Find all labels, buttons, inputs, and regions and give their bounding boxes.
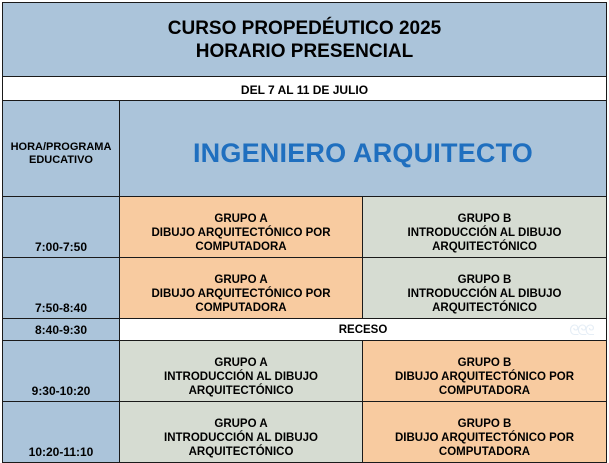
course-name-line-1: DIBUJO ARQUITECTÓNICO POR <box>394 371 575 383</box>
time-slot: 7:00-7:50 <box>3 197 120 258</box>
table-row <box>3 341 607 402</box>
title-line-1: CURSO PROPEDÉUTICO 2025 <box>167 17 442 39</box>
class-cell <box>120 258 363 319</box>
group-label: GRUPO B <box>457 213 512 225</box>
table-row-recess <box>3 319 607 341</box>
class-cell <box>363 258 607 319</box>
course-name-line-1: INTRODUCCIÓN AL DIBUJO <box>407 227 562 239</box>
schedule-title <box>3 3 607 77</box>
program-name: INGENIERO ARQUITECTO <box>120 101 607 197</box>
course-name-line-1: DIBUJO ARQUITECTÓNICO POR <box>151 227 331 239</box>
time-slot: 8:40-9:30 <box>3 319 120 341</box>
group-label: GRUPO A <box>214 213 268 225</box>
class-cell <box>363 197 607 258</box>
course-name-line-1: INTRODUCCIÓN AL DIBUJO <box>407 288 562 300</box>
table-row <box>3 402 607 463</box>
table-row <box>3 258 607 319</box>
group-label: GRUPO A <box>214 357 268 369</box>
class-cell <box>120 197 363 258</box>
course-name-line-2: ARQUITECTÓNICO <box>188 446 294 458</box>
course-name-line-1: INTRODUCCIÓN AL DIBUJO <box>164 371 318 383</box>
course-name-line-2: COMPUTADORA <box>438 385 531 397</box>
group-label: GRUPO B <box>457 274 512 286</box>
recess-label: RECESO <box>338 323 388 336</box>
class-cell <box>120 341 363 402</box>
course-name-line-2: ARQUITECTÓNICO <box>432 302 537 314</box>
time-slot: 10:20-11:10 <box>3 402 120 463</box>
group-label: GRUPO A <box>214 274 268 286</box>
title-line-2: HORARIO PRESENCIAL <box>195 40 414 62</box>
course-name-line-2: ARQUITECTÓNICO <box>188 385 294 397</box>
group-label: GRUPO A <box>214 418 268 430</box>
class-cell <box>120 402 363 463</box>
group-label: GRUPO B <box>457 418 512 430</box>
time-slot: 9:30-10:20 <box>3 341 120 402</box>
course-name-line-1: INTRODUCCIÓN AL DIBUJO <box>164 432 318 444</box>
time-slot: 7:50-8:40 <box>3 258 120 319</box>
date-range: DEL 7 AL 11 DE JULIO <box>3 77 607 101</box>
course-name-line-2: COMPUTADORA <box>195 241 287 253</box>
recess-cell <box>120 319 607 341</box>
class-cell <box>363 341 607 402</box>
schedule-table <box>2 2 607 463</box>
course-name-line-1: DIBUJO ARQUITECTÓNICO POR <box>394 432 575 444</box>
course-name-line-2: COMPUTADORA <box>195 302 287 314</box>
group-label: GRUPO B <box>457 357 512 369</box>
watermark-swirl-icon: ᘓᘓᘓ <box>569 322 593 338</box>
course-name-line-2: COMPUTADORA <box>438 446 531 458</box>
table-row <box>3 197 607 258</box>
course-name-line-2: ARQUITECTÓNICO <box>432 241 537 253</box>
column-label-hour-program: HORA/PROGRAMA EDUCATIVO <box>3 101 120 197</box>
class-cell <box>363 402 607 463</box>
course-name-line-1: DIBUJO ARQUITECTÓNICO POR <box>151 288 331 300</box>
